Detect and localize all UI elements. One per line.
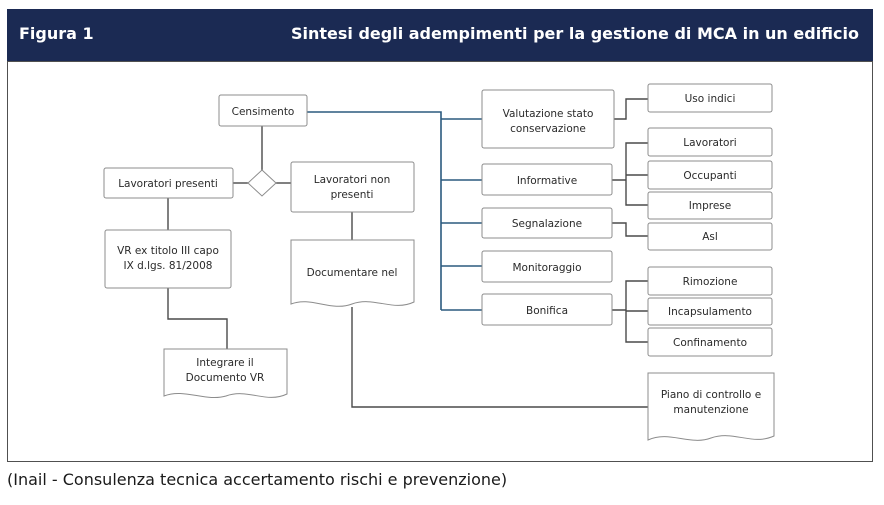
node-censimento-label: Censimento [231, 106, 295, 118]
node-incapsulamento [648, 298, 772, 325]
node-rimozione-label: Rimozione [682, 276, 738, 288]
node-confinamento-label: Confinamento [673, 337, 747, 349]
connector-bonifica-fan [612, 281, 648, 342]
node-asl-label: Asl [702, 231, 718, 243]
node-incapsulamento-label: Incapsulamento [668, 306, 752, 318]
node-segnalazione [482, 208, 612, 238]
node-bonifica [482, 294, 612, 325]
node-lavoratori-presenti-label: Lavoratori presenti [118, 178, 218, 190]
node-monitoraggio-label: Monitoraggio [512, 262, 582, 274]
node-piano-line2: manutenzione [673, 404, 749, 416]
node-lavoratori-label: Lavoratori [683, 137, 737, 149]
decision-diamond [248, 170, 276, 196]
diagram-panel [7, 61, 873, 462]
node-bonifica-label: Bonifica [525, 305, 569, 317]
node-lavoratori-non-presenti [291, 162, 414, 212]
node-informative-label: Informative [516, 175, 578, 187]
node-imprese [648, 192, 772, 219]
node-censimento [219, 95, 307, 126]
figure-title: Sintesi degli adempimenti per la gestione di MCA in un edificio [290, 24, 859, 43]
node-vr-line1: VR ex titolo III capo [117, 245, 219, 257]
node-integrare-line2: Documento VR [185, 372, 265, 384]
node-occupanti [648, 161, 772, 189]
figure-label: Figura 1 [19, 24, 94, 43]
node-lavoratori-non-presenti-line2: presenti [330, 189, 374, 201]
node-rimozione [648, 267, 772, 295]
node-segnalazione-label: Segnalazione [511, 218, 583, 230]
node-uso-indici [648, 84, 772, 112]
node-monitoraggio [482, 251, 612, 282]
node-imprese-label: Imprese [688, 200, 732, 212]
connector-valutazione-uso-indici [614, 99, 648, 119]
node-lavoratori-non-presenti-line1: Lavoratori non [313, 174, 391, 186]
node-uso-indici-label: Uso indici [684, 93, 736, 105]
node-vr [105, 230, 231, 288]
node-confinamento [648, 328, 772, 356]
node-piano-line1: Piano di controllo e [660, 389, 762, 401]
node-documentare-label: Documentare nel [306, 267, 398, 279]
node-integrare-documento [164, 349, 287, 398]
connector-segnalazione-asl [612, 223, 648, 236]
node-vr-line2: IX d.lgs. 81/2008 [123, 260, 213, 272]
node-informative [482, 164, 612, 195]
node-occupanti-label: Occupanti [683, 170, 737, 182]
connector-vr-integrare [168, 288, 227, 349]
node-piano-controllo [648, 373, 774, 440]
node-documentare [291, 240, 414, 306]
node-lavoratori-presenti [104, 168, 233, 198]
node-valutazione [482, 90, 614, 148]
flow-diagram [8, 62, 872, 461]
node-valutazione-line2: conservazione [510, 123, 586, 135]
figure-header [7, 9, 873, 61]
node-integrare-line1: Integrare il [196, 357, 254, 369]
node-valutazione-line1: Valutazione stato [502, 108, 594, 120]
connector-informative-fan [612, 143, 648, 205]
node-lavoratori [648, 128, 772, 156]
node-asl [648, 223, 772, 250]
source-caption: (Inail - Consulenza tecnica accertamento rischi e prevenzione) [7, 470, 508, 489]
